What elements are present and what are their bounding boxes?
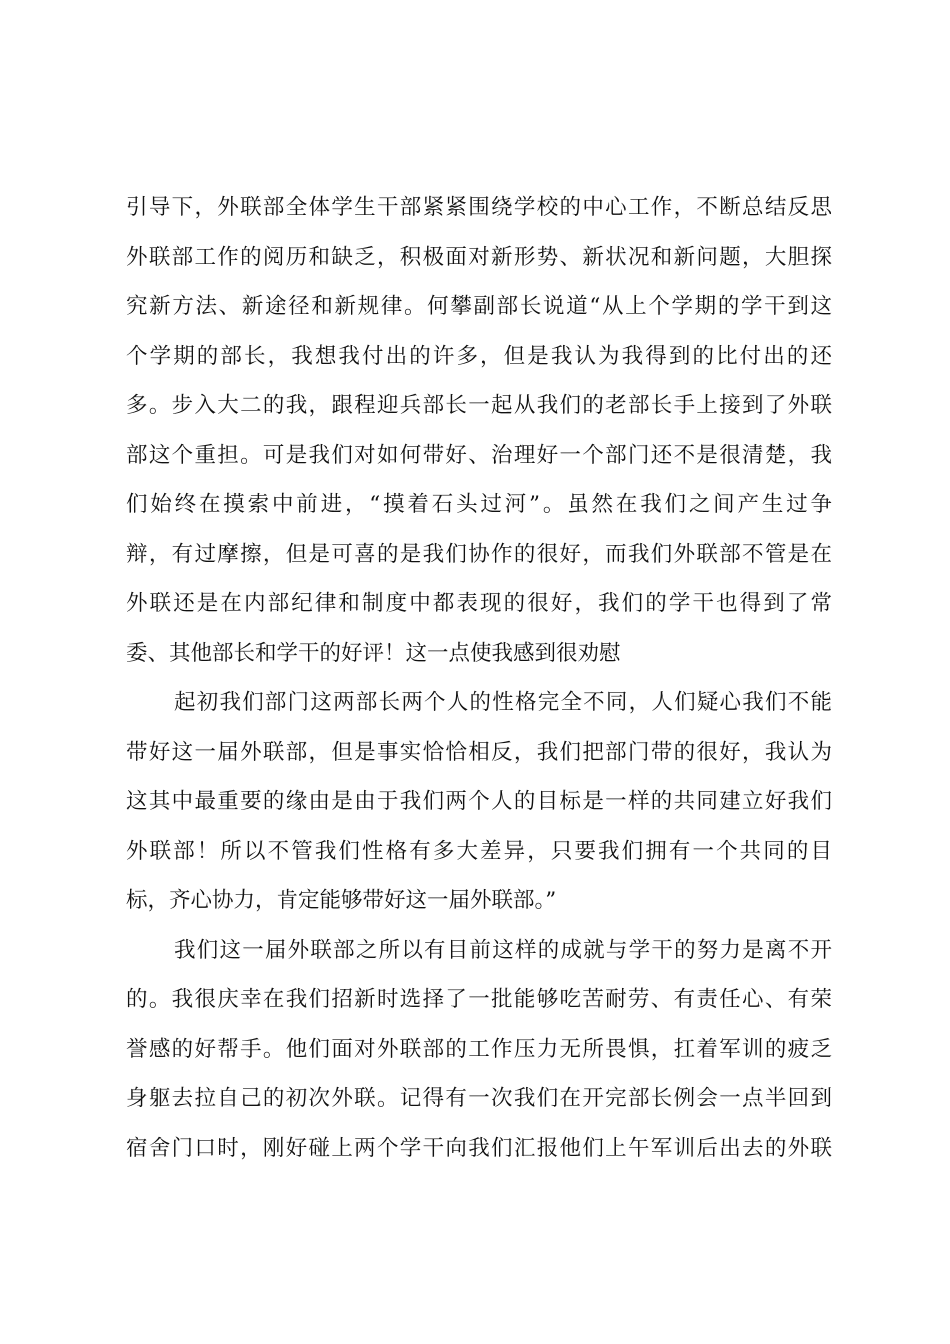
body-text: [126, 183, 832, 1173]
text-line: 外联部！所以不管我们性格有多大差异，只要我们拥有一个共同的目: [126, 838, 832, 864]
text-line: 究新方法、新途径和新规律。何攀副部长说道“从上个学期的学干到这: [126, 294, 832, 319]
text-line: 起初我们部门这两部长两个人的性格完全不同，人们疑心我们不能: [174, 690, 832, 715]
text-line: 宿舍门口时，刚好碰上两个学干向我们汇报他们上午军训后出去的外联: [126, 1135, 832, 1161]
text-line: 我们这一届外联部之所以有目前这样的成就与学干的努力是离不开: [174, 937, 832, 963]
text-line: 辩，有过摩擦，但是可喜的是我们协作的很好，而我们外联部不管是在: [126, 541, 832, 567]
text-line: 个学期的部长，我想我付出的许多，但是我认为我得到的比付出的还: [126, 343, 832, 369]
text-line: 带好这一届外联部，但是事实恰恰相反，我们把部门带的很好，我认为: [126, 739, 832, 765]
text-line: 身躯去拉自己的初次外联。记得有一次我们在开完部长例会一点半回到: [126, 1086, 832, 1111]
text-line: 引导下，外联部全体学生干部紧紧围绕学校的中心工作，不断总结反思: [126, 195, 832, 220]
text-line: 这其中最重要的缘由是由于我们两个人的目标是一样的共同建立好我们: [126, 789, 832, 814]
text-line: 多。步入大二的我，跟程迎兵部长一起从我们的老部长手上接到了外联: [126, 393, 832, 418]
text-line: 标，齐心协力，肯定能够带好这一届外联部。”: [126, 888, 557, 913]
text-line: 委、其他部长和学干的好评！这一点使我感到很劝慰: [126, 640, 621, 666]
text-line: 外联部工作的阅历和缺乏，积极面对新形势、新状况和新问题，大胆探: [126, 244, 832, 270]
text-line: 誉感的好帮手。他们面对外联部的工作压力无所畏惧，扛着军训的疲乏: [126, 1036, 832, 1062]
text-line: 外联还是在内部纪律和制度中都表现的很好，我们的学干也得到了常: [126, 591, 832, 616]
text-line: 们始终在摸索中前进，“摸着石头过河”。虽然在我们之间产生过争: [126, 492, 832, 517]
text-line: 部这个重担。可是我们对如何带好、治理好一个部门还不是很清楚，我: [126, 442, 832, 468]
text-line: 的。我很庆幸在我们招新时选择了一批能够吃苦耐劳、有责任心、有荣: [126, 987, 832, 1012]
